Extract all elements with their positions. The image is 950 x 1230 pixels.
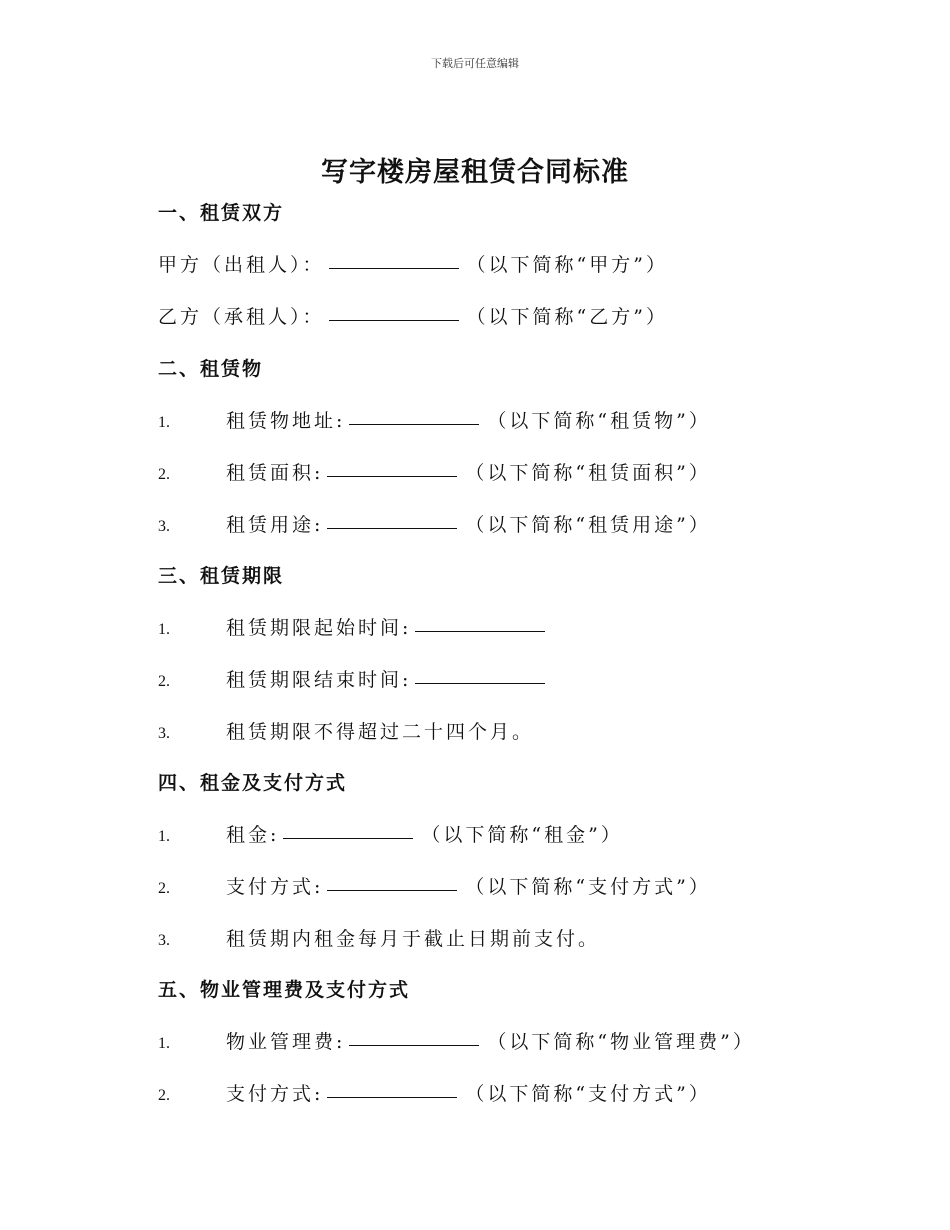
fill-in-blank[interactable] xyxy=(329,267,459,269)
fill-in-blank[interactable] xyxy=(327,527,457,529)
fill-in-blank[interactable] xyxy=(327,1096,457,1098)
section-heading-property-fee: 五、物业管理费及支付方式 xyxy=(158,979,411,1001)
item-number: 2. xyxy=(158,466,170,483)
item-text: 租赁面积: xyxy=(226,462,324,484)
item-text: 物业管理费: xyxy=(226,1031,346,1053)
section-heading-rent-payment: 四、租金及支付方式 xyxy=(158,772,348,794)
party-line-lessee xyxy=(158,302,668,329)
item-text: 租金: xyxy=(226,824,280,846)
item-note: （以下简称“物业管理费”） xyxy=(487,1031,755,1053)
list-item xyxy=(158,1027,755,1054)
item-note: （以下简称“租金”） xyxy=(421,824,623,846)
section-heading-leased-property: 二、租赁物 xyxy=(158,358,264,380)
list-item xyxy=(158,458,711,485)
list-item xyxy=(158,1079,711,1106)
list-item xyxy=(158,613,553,640)
item-note: （以下简称“租赁物”） xyxy=(487,410,711,432)
list-item xyxy=(158,717,534,744)
item-number: 1. xyxy=(158,414,170,431)
item-text: 租赁物地址: xyxy=(226,410,346,432)
list-item xyxy=(158,665,553,692)
section-heading-lease-term: 三、租赁期限 xyxy=(158,565,285,587)
section-heading-parties: 一、租赁双方 xyxy=(158,202,285,224)
item-number: 2. xyxy=(158,880,170,897)
item-number: 3. xyxy=(158,725,170,742)
item-number: 1. xyxy=(158,1035,170,1052)
item-note: （以下简称“支付方式”） xyxy=(465,1083,711,1105)
item-text: 租赁用途: xyxy=(226,514,324,536)
list-item xyxy=(158,406,711,433)
item-text: 租赁期限结束时间: xyxy=(226,669,412,691)
party-line-lessor xyxy=(158,250,668,277)
page-header-note: 下载后可任意编辑 xyxy=(431,57,519,70)
party-note: （以下简称“甲方”） xyxy=(466,254,668,276)
item-number: 3. xyxy=(158,932,170,949)
list-item xyxy=(158,820,623,847)
fill-in-blank[interactable] xyxy=(349,1044,479,1046)
party-label: 甲方（出租人）： xyxy=(158,254,325,276)
item-number: 1. xyxy=(158,621,170,638)
item-text: 支付方式: xyxy=(226,876,324,898)
party-note: （以下简称“乙方”） xyxy=(466,306,668,328)
list-item xyxy=(158,924,600,951)
fill-in-blank[interactable] xyxy=(415,630,545,632)
item-text: 租赁期内租金每月于截止日期前支付。 xyxy=(226,928,601,950)
fill-in-blank[interactable] xyxy=(283,837,413,839)
party-label: 乙方（承租人）： xyxy=(158,306,325,328)
fill-in-blank[interactable] xyxy=(327,475,457,477)
item-note: （以下简称“支付方式”） xyxy=(465,876,711,898)
item-text: 租赁期限不得超过二十四个月。 xyxy=(226,721,535,743)
item-number: 2. xyxy=(158,673,170,690)
fill-in-blank[interactable] xyxy=(327,889,457,891)
fill-in-blank[interactable] xyxy=(349,423,479,425)
item-note: （以下简称“租赁面积”） xyxy=(465,462,711,484)
item-text: 支付方式: xyxy=(226,1083,324,1105)
item-number: 3. xyxy=(158,518,170,535)
fill-in-blank[interactable] xyxy=(415,682,545,684)
list-item xyxy=(158,872,711,899)
item-number: 1. xyxy=(158,828,170,845)
item-text: 租赁期限起始时间: xyxy=(226,617,412,639)
fill-in-blank[interactable] xyxy=(329,319,459,321)
item-note: （以下简称“租赁用途”） xyxy=(465,514,711,536)
document-title: 写字楼房屋租赁合同标准 xyxy=(321,157,629,188)
list-item xyxy=(158,510,711,537)
item-number: 2. xyxy=(158,1087,170,1104)
